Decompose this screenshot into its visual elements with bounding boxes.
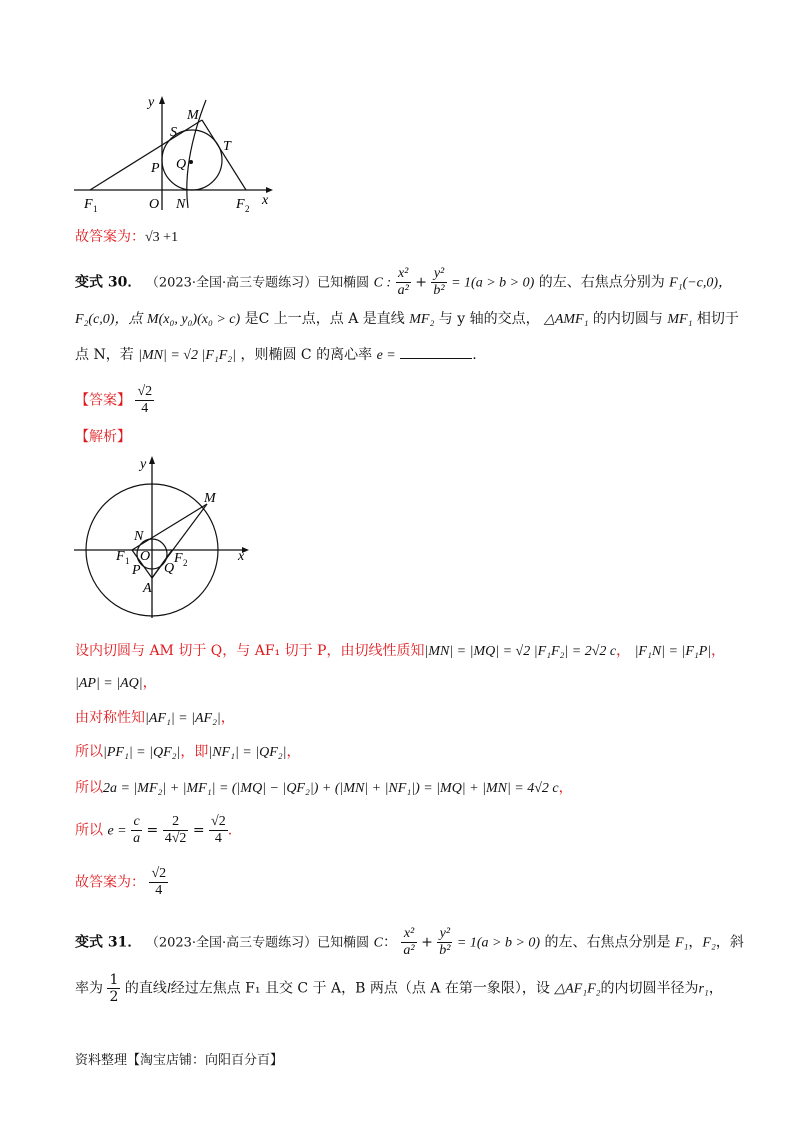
sol6-frac3: $\frac{√2}{4}$ [211,814,226,846]
v30-e: e = [376,348,396,363]
answer-frac: $\frac{√2}{4}$ [137,384,153,416]
v31-line2-d: 的内切圆半径为 [600,980,699,997]
prev-answer-label: 故答案为： [75,229,145,245]
v31-slope-frac: $\frac{1}{2}$ [109,972,119,1005]
sol4-math2: |NF₁| = |QF₂| [208,745,287,760]
fig1-label-P: P [151,161,160,176]
fig1-label-N: N [176,197,186,212]
v31-line1-end: 的左、右焦点分别是 [544,934,671,951]
sol1-math2: |F₁N| = |F₁P| [634,644,712,659]
v31-f1: F₁ [675,935,689,951]
v31-triangle: △AF₁F₂ [554,981,601,997]
v30-eq-rest: = 1(a > b > 0) [451,275,535,291]
v31-line1: 变式 31． （2023·全国·高三专题练习）已知椭圆 C： $\frac{\text{x²}}{\text{a²}}$ + $\frac{\text{y²}}{\text{b²}}$ = 1(a > b > 0) 的左、右焦点分别是 F₁，F₂，斜 [75,926,744,958]
v30-f2: F₂(c,0)，点 [75,312,143,327]
v30-line2 [75,310,739,329]
v31-line2-a: 率为 [75,980,103,997]
figure-ellipse-incircle-2 [70,452,260,624]
v30-condition: |MN| = √2 |F₁F₂| [138,348,237,363]
fig1-label-T: T [223,139,231,154]
sol-line3: 由对称性知|AF₁| = |AF₂|， [75,710,235,726]
v30-line3 [75,344,477,365]
v30-mf1: MF₁ [667,312,693,327]
prev-answer-value: √3 +1 [145,230,179,245]
fig1-label-Q: Q [176,157,187,172]
v30-ellipse-C: C : [373,275,392,291]
sol3-math: |AF₁| = |AF₂| [145,711,221,726]
fig1-label-F2-sub: 2 [245,204,250,214]
v30-line3-end: . [472,347,477,363]
v30-title: 变式 30． [75,274,142,291]
v30-f1: F₁(−c,0)， [669,275,733,291]
final-answer-label: 故答案为： [75,874,145,891]
v31-title: 变式 31． [75,934,142,951]
fig1-label-F2: F [236,197,245,212]
v30-line1-mid: 的左、右焦点分别为 [538,274,665,291]
sol6-frac2: $\frac{2}{4√2}$ [164,814,187,846]
v31-eq-rest: = 1(a > b > 0) [456,935,541,951]
sol-line4: 所以|PF₁| = |QF₂|，即|NF₁| = |QF₂|， [75,744,301,760]
sol6-e: e = [107,823,127,839]
sol5-math: 2a = |MF₂| + |MF₁| = (|MQ| − |QF₂|) + (|MN| + |NF₁|) = |MQ| + |MN| = 4√2 c [103,781,559,796]
sol3-text: 由对称性知 [75,710,145,726]
answer-blank [400,344,472,359]
fig2-label-y: y [140,457,147,472]
fig1-label-x: x [262,193,269,208]
sol5-text: 所以 [75,780,103,796]
fig1-label-F1-sub: 1 [93,204,98,214]
v30-line3-a: 点 N，若 [75,347,134,363]
analysis-label: 【解析】 [75,429,131,445]
sol4-text: 所以 [75,744,103,760]
v31-C: C [373,935,383,951]
sol-line6: 所以 e = $\frac{c}{a}$ = $\frac{2}{4√2}$ = $\frac{√2}{4}$ . [75,814,233,846]
v30-source: （2023·全国·高三专题练习）已知椭圆 [145,275,370,291]
sol-line5: 所以2a = |MF₂| + |MF₁| = (|MQ| − |QF₂|) + (|MN| + |NF₁|) = |MQ| + |MN| = 4√2 c， [75,780,573,796]
v31-line1-tail: ，斜 [715,934,744,951]
footer: 资料整理【淘宝店铺：向阳百分百】 [75,1053,284,1068]
v30-frac-y2b2: $\frac{\text{y²}}{\text{b²}}$ [433,266,445,298]
fig2-label-P: P [132,563,141,578]
final-answer [75,866,168,899]
v31-line2: 率为 $\frac{1}{2}$ 的直线l经过左焦点 F₁ 且交 C 于 A，B 两点（点 A 在第一象限），设 △AF₁F₂的内切圆半径为r₁， [75,972,723,1005]
v30-plus: + [415,274,427,291]
fig2-label-N: N [134,529,144,544]
sol6-frac1: $\frac{c}{a}$ [133,814,141,846]
v31-f2: F₂ [702,935,716,951]
fig2-label-Q: Q [164,561,175,576]
fig1-label-F1: F [84,197,93,212]
v30-point-M: M(x₀, y₀)(x₀ > c) [146,312,241,327]
fig1-label-M: M [187,108,199,123]
v30-mf2: MF₂ [409,312,435,327]
sol2-math: |AP| = |AQ| [75,676,143,691]
v30-line2-d: 的内切圆与 [592,311,663,327]
fig1-label-S: S [170,125,177,140]
v30-answer [75,384,154,417]
v30-triangle: △AMF₁ [544,312,589,327]
v31-r1: r₁ [698,981,709,997]
v30-line2-c: 与 y 轴的交点， [438,311,540,327]
sol1-math: |MN| = |MQ| = √2 |F₁F₂| = 2√2 c [424,644,617,659]
figure-ellipse-incircle-1 [70,92,290,214]
sol4-math: |PF₁| = |QF₂| [103,745,181,760]
v30-line3-b: ，则椭圆 C 的离心率 [240,347,373,363]
sol-line2: |AP| = |AQ|， [75,675,157,691]
v31-line2-b: 的直线 [124,980,167,997]
v31-plus: + [421,934,433,951]
fig2-label-F1: F [116,549,125,564]
v30-frac-x2a2: $\frac{\text{x²}}{\text{a²}}$ [397,266,409,298]
fig2-label-x: x [238,549,245,564]
answer-label: 【答案】 [75,392,131,409]
sol-line1: 设内切圆与 AM 切于 Q，与 AF₁ 切于 P，由切线性质知|MN| = |MQ| = √2 |F₁F₂| = 2√2 c， |F₁N| = |F₁P|， [75,643,726,659]
fig2-label-F1-sub: 1 [125,556,130,566]
fig2-label-F2: F [174,551,183,566]
prev-answer [75,228,178,247]
v30-line2-b: 是C 上一点，点 A 是直线 [244,311,405,327]
fig2-label-O: O [140,549,151,564]
v30-line1 [75,266,732,299]
v31-source: （2023·全国·高三专题练习）已知椭圆 [145,935,370,951]
fig2-label-F2-sub: 2 [183,558,188,568]
v31-frac-y2b2: $\frac{\text{y²}}{\text{b²}}$ [439,926,451,958]
fig1-label-y: y [148,95,155,110]
fig1-label-O: O [149,197,160,212]
sol1-text: 设内切圆与 AM 切于 Q，与 AF₁ 切于 P，由切线性质知 [75,643,425,659]
v31-line2-c: 经过左焦点 F₁ 且交 C 于 A，B 两点（点 A 在第一象限），设 [170,980,550,997]
v30-line2-e: 相切于 [696,311,739,327]
final-answer-frac: $\frac{√2}{4}$ [151,866,167,898]
v31-l: l [166,981,171,997]
v31-frac-x2a2: $\frac{\text{x²}}{\text{a²}}$ [403,926,415,958]
fig2-label-A: A [143,581,152,596]
fig2-label-M: M [204,491,216,506]
sol6-text: 所以 [75,822,103,839]
